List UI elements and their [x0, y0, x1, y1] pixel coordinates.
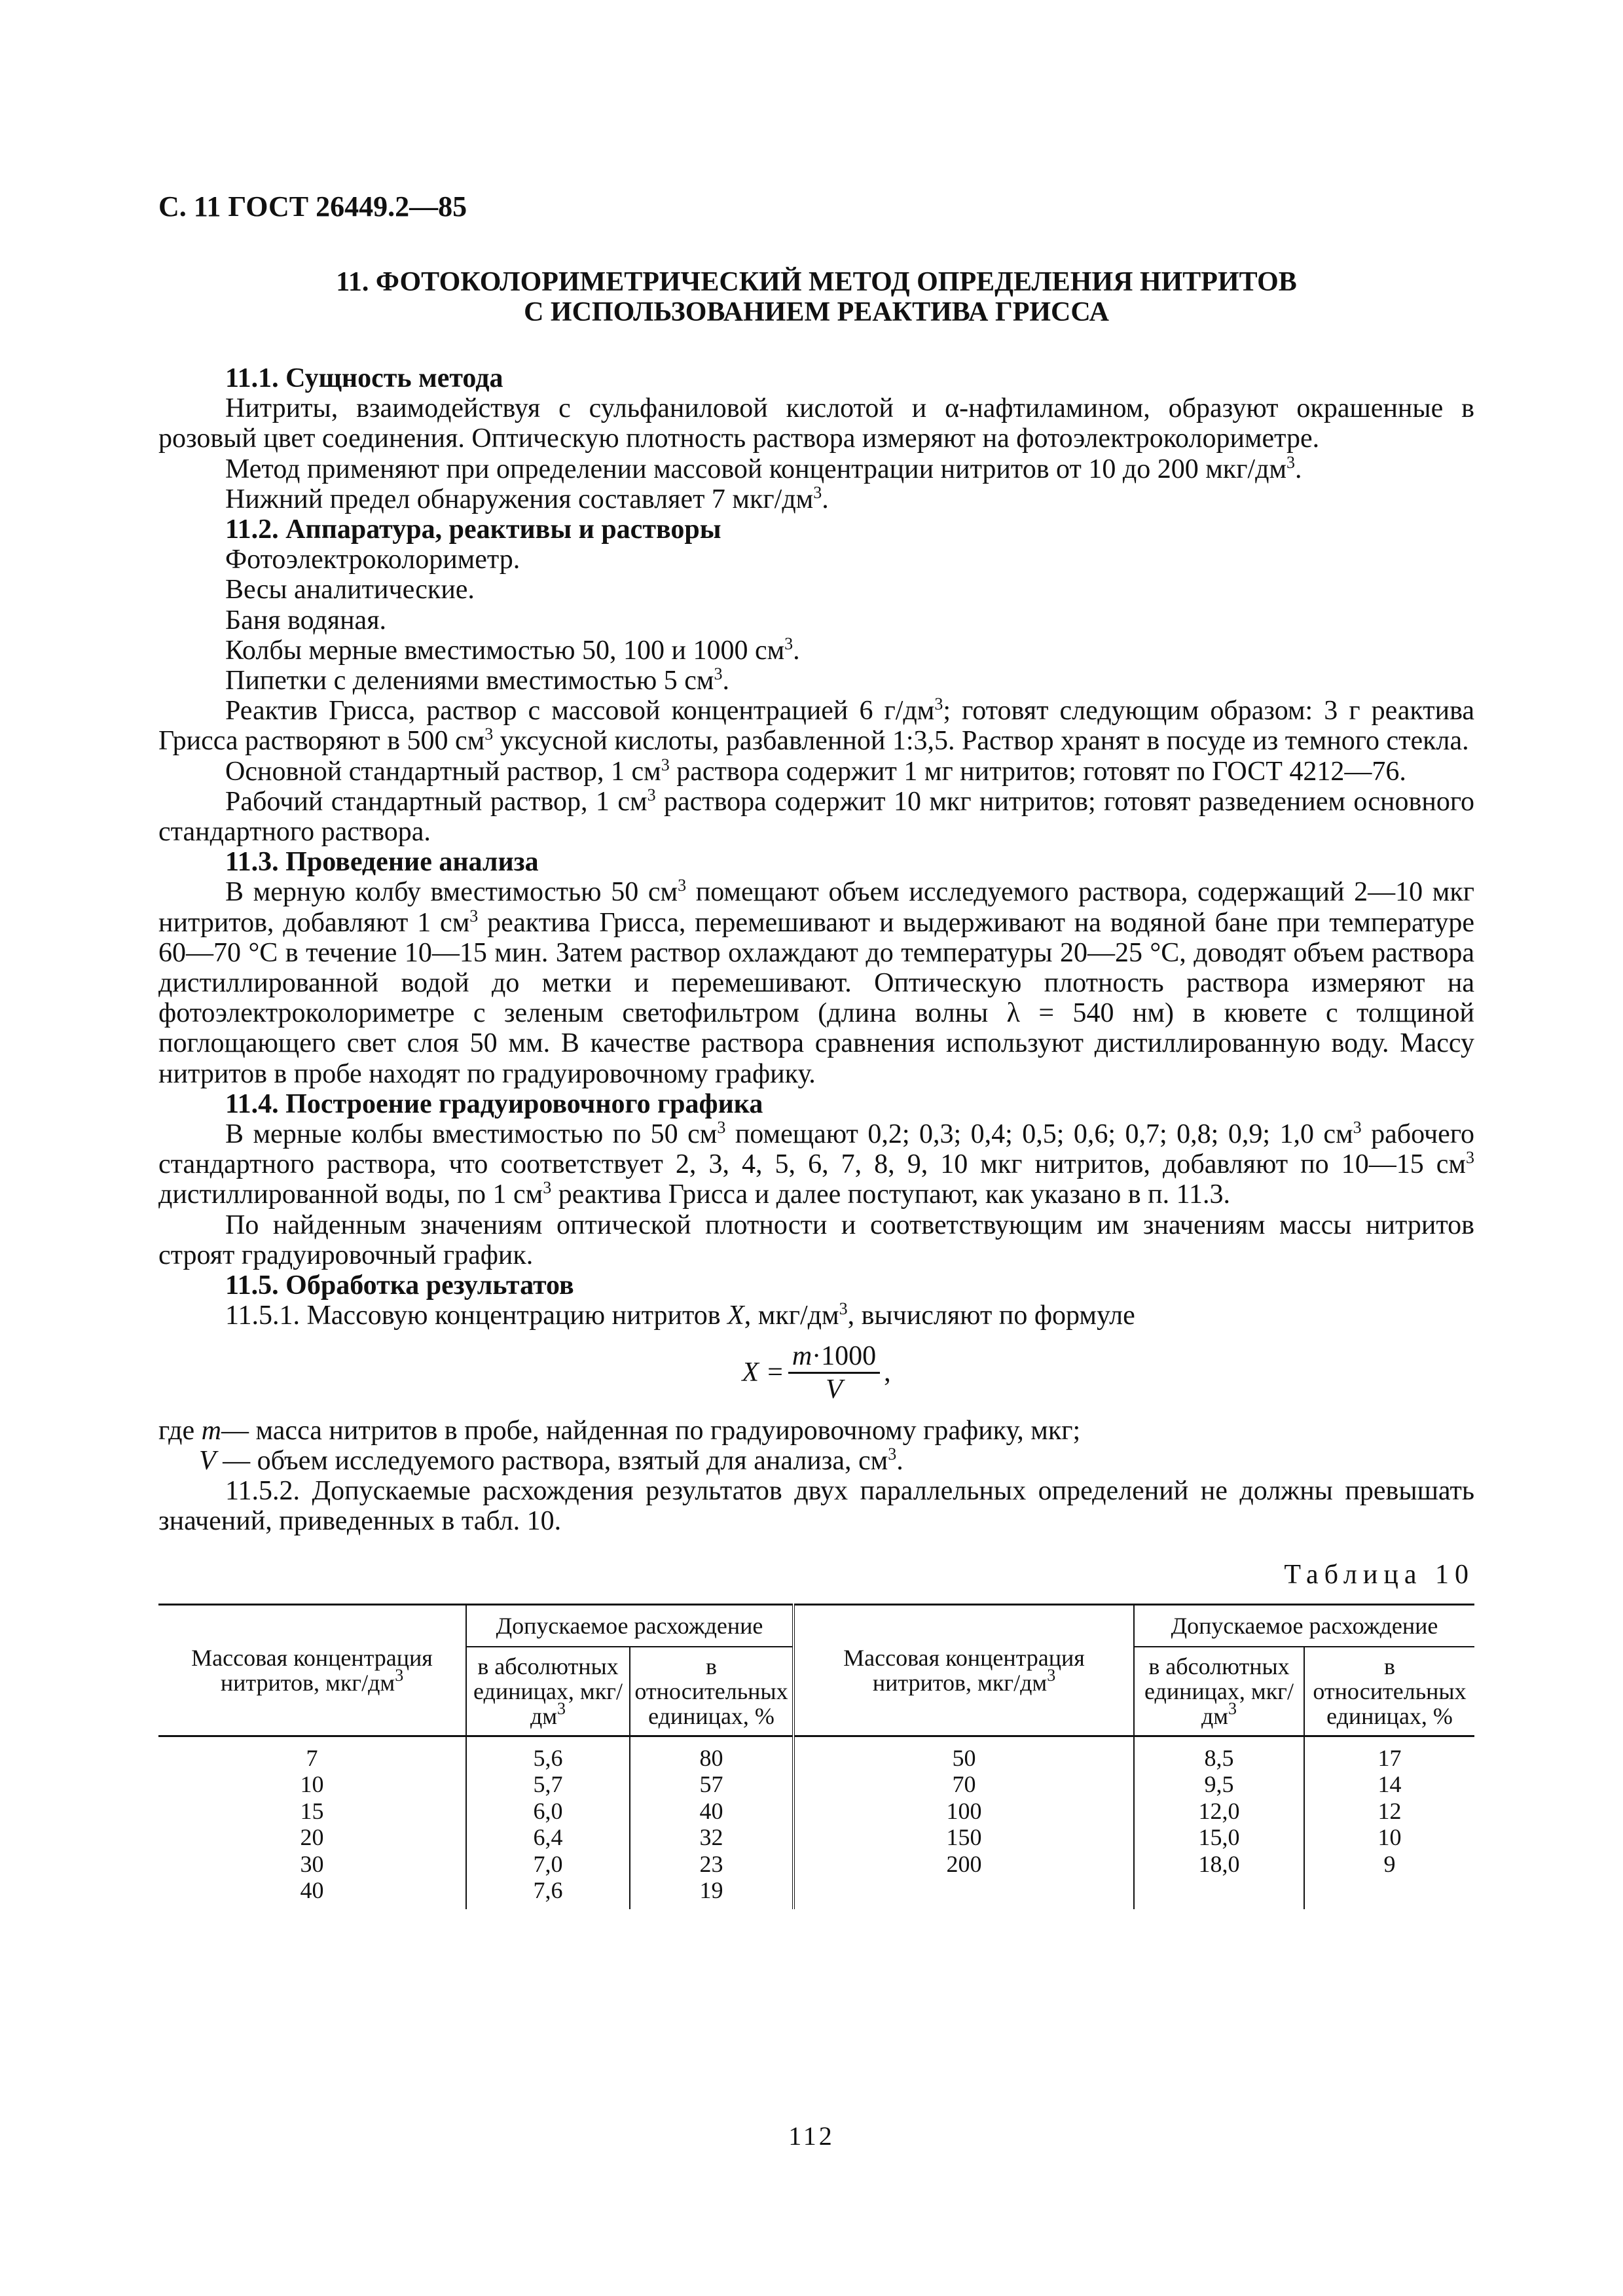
- table-row: [158, 1736, 1474, 1771]
- table-cell: 10: [300, 1771, 324, 1798]
- table-cell: 5,7: [466, 1771, 630, 1798]
- table-cell: 9: [1304, 1851, 1474, 1878]
- table-cell: 40: [630, 1798, 793, 1825]
- heading-11-4: 11.4. Построение градуировочного графика: [225, 1088, 763, 1119]
- table-cell: 7,0: [466, 1851, 630, 1878]
- table-cell: [793, 1877, 1134, 1909]
- col-header-absolute: в абсолютных единицах, мкг/$дм^3$: [1134, 1647, 1304, 1736]
- col-header-relative: в относительных единицах, %: [1304, 1647, 1474, 1736]
- paragraph: По найденным значениям оптической плотности и соответствующим им значениям массы нитритов строят градуировочный график.: [158, 1210, 1474, 1270]
- table-cell: 6,0: [466, 1798, 630, 1825]
- table-10: [158, 1604, 1474, 1909]
- table-row: [158, 1877, 1474, 1909]
- col-header-absolute: в абсолютных единицах, мкг/$дм^3$: [466, 1647, 630, 1736]
- table-cell: 7: [306, 1744, 318, 1771]
- table-cell: 6,4: [466, 1824, 630, 1851]
- table-cell: 150: [793, 1824, 1134, 1851]
- table-cell: 19: [630, 1877, 793, 1909]
- table-cell: 7,6: [466, 1877, 630, 1909]
- col-group-header: Допускаемое расхождение: [466, 1604, 793, 1647]
- table-cell: 15,0: [1134, 1824, 1304, 1851]
- list-item: Пипетки с делениями вместимостью 5 $см^3$.: [225, 664, 729, 696]
- table-cell: 100: [793, 1798, 1134, 1825]
- paragraph: Нитриты, взаимодействуя с сульфаниловой кислотой и α-нафтиламином, образуют окрашенные в розовый цвет соединения. Оптическую плотность раствора измеряют на фотоэлектроколориметре.: [158, 393, 1474, 454]
- document-body: [158, 363, 1474, 1909]
- paragraph: 11.5.2. Допускаемые расхождения результатов двух параллельных определений не должны превышать значений, приведенных в табл. 10.: [158, 1475, 1474, 1537]
- section-title: [158, 267, 1474, 327]
- col-header-relative: в относительных единицах, %: [630, 1647, 793, 1736]
- table-cell: 10: [1304, 1824, 1474, 1851]
- page-number: 112: [788, 2121, 835, 2151]
- formula-lhs: X =: [742, 1357, 784, 1388]
- section-title-line-1: 11. ФОТОКОЛОРИМЕТРИЧЕСКИЙ МЕТОД ОПРЕДЕЛЕНИЯ НИТРИТОВ: [336, 267, 1297, 297]
- paragraph: Реактив Грисса, раствор с массовой концентрацией 6 $г/дм^3$; готовят следующим образом: 3 г реактива Грисса растворяют в 500 $см^3$ уксусной кислоты, разбавленной 1:3,5. Раствор хранят в посуде из темного стекла.: [158, 694, 1474, 757]
- table-cell: 57: [630, 1771, 793, 1798]
- paragraph: Основной стандартный раствор, 1 $см^3$ раствора содержит 1 мг нитритов; готовят по ГОСТ 4212—76.: [225, 755, 1406, 787]
- formula-legend-m: где m — масса нитритов в пробе, найденная по градуировочному графику, мкг;: [158, 1415, 1081, 1446]
- list-item: Баня водяная.: [225, 605, 387, 636]
- col-header-concentration: Массовая концентрация нитритов, мкг/$дм^3$: [158, 1604, 466, 1736]
- paragraph: Нижний предел обнаружения составляет 7 мкг/$дм^3$.: [225, 482, 829, 514]
- list-item: Фотоэлектроколориметр.: [225, 545, 520, 575]
- table-cell: 30: [300, 1850, 324, 1877]
- paragraph: 11.5.1. Массовую концентрацию нитритов X, мкг/$дм^3$, вычисляют по формуле: [225, 1299, 1135, 1331]
- table-cell: 70: [793, 1771, 1134, 1798]
- table-row: [158, 1824, 1474, 1851]
- table-cell: 17: [1304, 1736, 1474, 1771]
- formula-legend-v: V — объем исследуемого раствора, взятый для анализа, $см^3$.: [199, 1444, 903, 1476]
- table-cell: 18,0: [1134, 1851, 1304, 1878]
- table-cell: 40: [300, 1877, 324, 1904]
- formula: [158, 1340, 1474, 1405]
- table-cell: 14: [1304, 1771, 1474, 1798]
- table-cell: 5,6: [466, 1736, 630, 1771]
- paragraph: В мерные колбы вместимостью по 50 $см^3$ помещают 0,2; 0,3; 0,4; 0,5; 0,6; 0,7; 0,8; 0,9; 1,0 $см^3$ рабочего стандартного раствора, что соответствует 2, 3, 4, 5, 6, 7, 8, 9, 10 мкг нитритов, добавляют по 10—15 $см^3$ дистиллированной воды, по 1 $см^3$ реактива Грисса и далее поступают, как указано в п. 11.3.: [158, 1118, 1474, 1210]
- list-item: Колбы мерные вместимостью 50, 100 и 1000 $см^3$.: [225, 634, 800, 666]
- formula-tail: ,: [884, 1357, 891, 1388]
- heading-11-1: 11.1. Сущность метода: [225, 363, 503, 393]
- table-cell: 80: [630, 1736, 793, 1771]
- section-title-line-2: С ИСПОЛЬЗОВАНИЕМ РЕАКТИВА ГРИССА: [524, 297, 1109, 327]
- table-cell: 12,0: [1134, 1798, 1304, 1825]
- formula-denominator: V: [826, 1374, 843, 1405]
- list-item: Весы аналитические.: [225, 575, 475, 605]
- col-header-concentration: Массовая концентрация нитритов, мкг/$дм^3$: [793, 1604, 1134, 1736]
- table-cell: 12: [1304, 1798, 1474, 1825]
- paragraph: Метод применяют при определении массовой концентрации нитритов от 10 до 200 мкг/$дм^3$.: [225, 452, 1302, 484]
- table-cell: 9,5: [1134, 1771, 1304, 1798]
- page-header: С. 11 ГОСТ 26449.2—85: [158, 190, 467, 223]
- table-cell: [1304, 1877, 1474, 1909]
- table-cell: 32: [630, 1824, 793, 1851]
- table-row: [158, 1851, 1474, 1878]
- paragraph: В мерную колбу вместимостью 50 $см^3$ помещают объем исследуемого раствора, содержащий 2—10 мкг нитритов, добавляют 1 $см^3$ реактива Грисса, перемешивают и выдерживают на водяной бане при температуре 60—70 °С в течение 10—15 мин. Затем раствор охлаждают до температуры 20—25 °С, доводят объем раствора дистиллированной водой до метки и перемешивают. Оптическую плотность раствора измеряют на фотоэлектроколориметре с зеленым светофильтром (длина волны λ = 540 нм) в кювете с толщиной поглощающего свет слоя 50 мм. В качестве раствора сравнения используют дистиллированную воду. Массу нитритов в пробе находят по градуировочному графику.: [158, 876, 1474, 1089]
- heading-11-3: 11.3. Проведение анализа: [225, 847, 539, 878]
- formula-fraction: [788, 1340, 880, 1405]
- paragraph: Рабочий стандартный раствор, 1 $см^3$ раствора содержит 10 мкг нитритов; готовят разведением основного стандартного раствора.: [158, 785, 1475, 848]
- formula-numerator: m·1000: [788, 1340, 880, 1374]
- table-row: [158, 1798, 1474, 1825]
- table-cell: 8,5: [1134, 1736, 1304, 1771]
- table-cell: 23: [630, 1851, 793, 1878]
- table-caption: Таблица 10: [1284, 1560, 1474, 1590]
- table-row: [158, 1771, 1474, 1798]
- table-cell: 15: [300, 1797, 324, 1824]
- table-cell: 200: [793, 1851, 1134, 1878]
- table-cell: 20: [300, 1824, 324, 1851]
- col-group-header: Допускаемое расхождение: [1134, 1604, 1474, 1647]
- table-cell: [1134, 1877, 1304, 1909]
- table-cell: 50: [793, 1736, 1134, 1771]
- heading-11-2: 11.2. Аппаратура, реактивы и растворы: [225, 514, 721, 545]
- heading-11-5: 11.5. Обработка результатов: [225, 1270, 574, 1301]
